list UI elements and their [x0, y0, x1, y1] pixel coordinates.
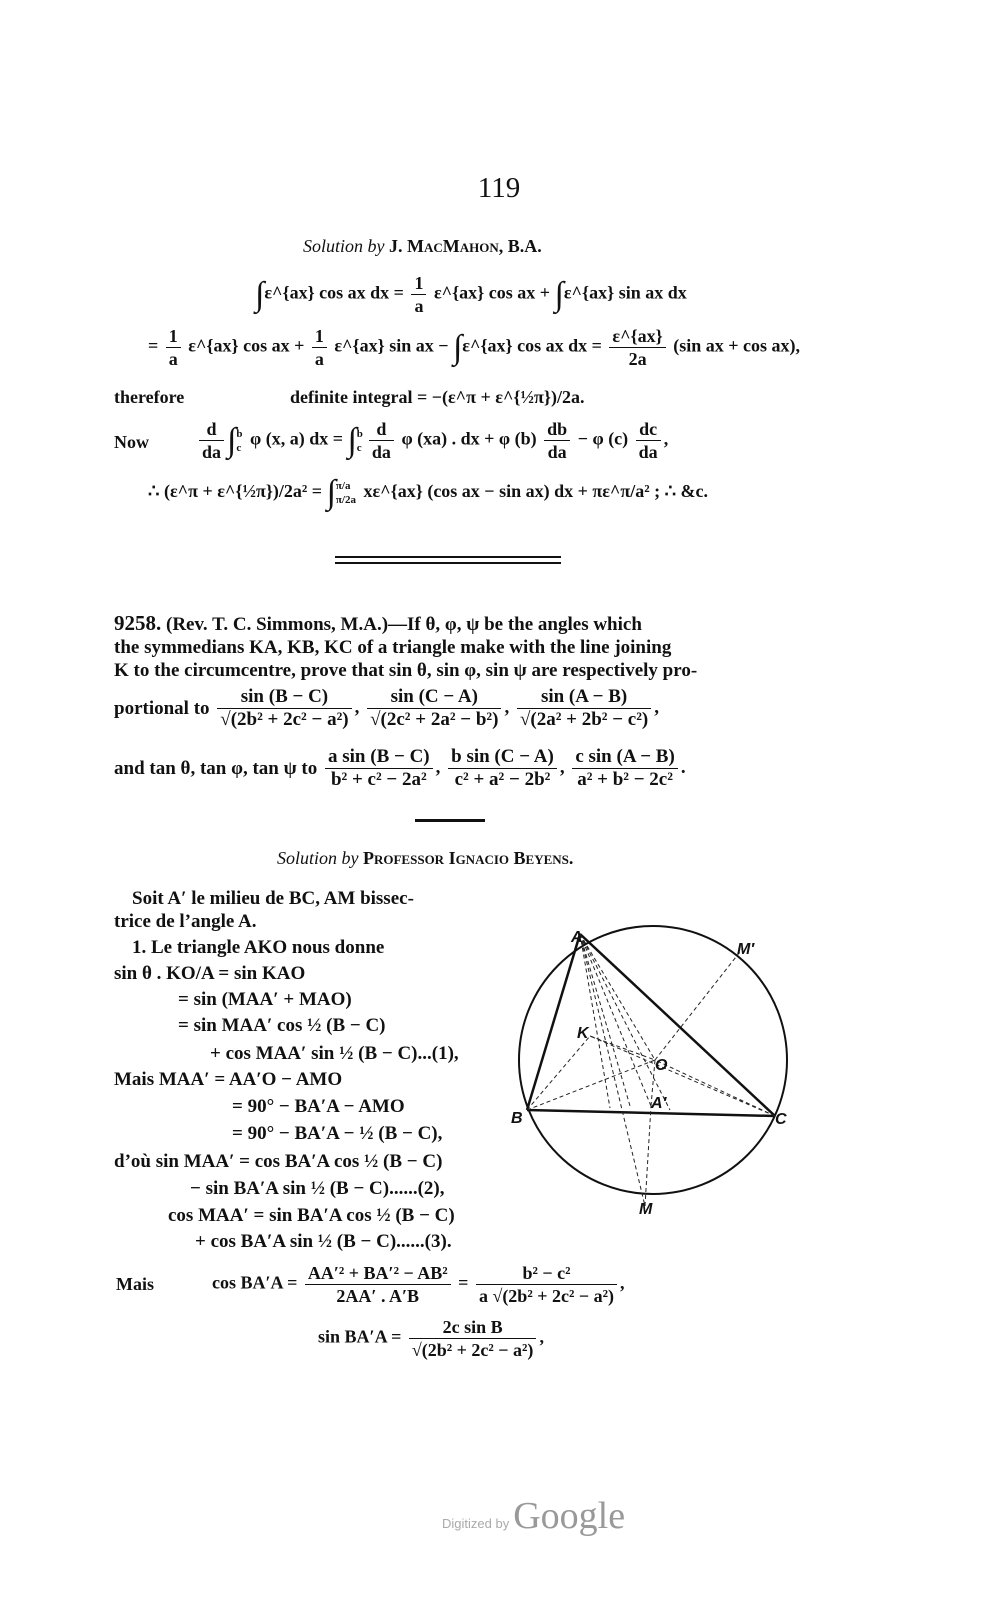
eq4-limits: b c [236, 427, 243, 454]
final-label: Mais [116, 1274, 154, 1294]
integral-sign: ∫ [554, 275, 564, 313]
eq4-dc-da: $\frac{dc}{da}$ [636, 418, 661, 463]
eq5-lhs: ∴ (ε^π + ε^{½π})/2a² = [148, 481, 323, 502]
label-M-prime: M′ [737, 941, 755, 958]
sol2-line: + cos MAA′ sin ½ (B − C)...(1), [210, 1043, 459, 1064]
eq2-part2: ε^{ax} sin ax − [334, 335, 449, 356]
double-rule-top [335, 556, 561, 558]
short-rule [415, 819, 485, 822]
sin-lhs: sin BA′A = [318, 1326, 402, 1347]
median-AA-prime [580, 934, 651, 1106]
sol2-line: d’où sin MAA′ = cos BA′A cos ½ (B − C) [114, 1151, 443, 1172]
sol2-line: Mais MAA′ = AA′O − AMO [114, 1069, 343, 1090]
byline-prefix: Solution by [303, 236, 385, 256]
proportional-row: portional to $\frac{\sin (B - C)}{\text{√(2b² + 2c² − a²)}}$ , $\frac{\sin (C - A)}{\text{√(2c² + 2a² − b²)}}$ , $\frac{\sin (A - B)}{\text{√(2a² + 2b² − c²)}}$ , [114, 686, 660, 730]
google-logo: Google [513, 1495, 626, 1537]
tan-label: and tan θ, tan φ, tan ψ to [114, 758, 318, 779]
prop-fraction: $\frac{\sin (A - B)}{\text{√(2a² + 2b² − c²)}}$ [517, 686, 651, 731]
sol2-line: cos MAA′ = sin BA′A cos ½ (B − C) [168, 1205, 455, 1226]
label-O: O [655, 1057, 668, 1074]
integral-sign: ∫ [347, 421, 357, 459]
cos-lhs: cos BA′A = [212, 1272, 298, 1293]
double-rule-bottom [335, 562, 561, 564]
byline-author: Professor Ignacio Beyens. [363, 848, 574, 868]
tan-fraction: $\frac{\text{a sin (B − C)}}{\text{b² + c² − 2a²}}$ [325, 746, 433, 791]
side-AC [580, 934, 775, 1116]
label-K: K [577, 1025, 589, 1042]
problem-line: the symmedians KA, KB, KC of a triangle make with the line joining [114, 637, 672, 658]
problem-line: K to the circumcentre, prove that sin θ, sin φ, sin ψ are respectively pro- [114, 660, 698, 681]
prop-label: portional to [114, 698, 210, 719]
equation-5 [148, 476, 708, 510]
tan-fraction: $\frac{\text{c sin (A − B)}}{\text{a² + b² − 2c²}}$ [572, 746, 678, 791]
sol2-line: sin θ . KO/A = sin KAO [114, 963, 306, 984]
eq2-part1: ε^{ax} cos ax + [188, 335, 305, 356]
integral-sign: ∫ [255, 275, 265, 313]
problem-number: 9258. [114, 611, 162, 635]
sin-equation [318, 1316, 544, 1361]
label-C: C [775, 1111, 787, 1128]
watermark-prefix: Digitized by [442, 1516, 510, 1531]
integral-sign: ∫ [452, 328, 463, 366]
eq1-fraction: $\frac{1}{a}$ [411, 272, 426, 317]
tan-row: and tan θ, tan φ, tan ψ to $\frac{\text{a sin (B − C)}}{\text{b² + c² − 2a²}}$ , $\frac{\text{b sin (C − A)}}{\text{c² + a² − 2b²}}$ , $\frac{\text{c sin (A − B)}}{\text{a² + b² − 2c²}}$ . [114, 746, 686, 790]
sol2-line: = sin MAA′ cos ½ (B − C) [178, 1015, 386, 1036]
equation-3-label: therefore [114, 387, 185, 407]
eq2-part4: (sin ax + cos ax), [673, 335, 801, 356]
problem-statement [114, 612, 697, 682]
byline-author: J. MacMahon, B.A. [389, 236, 542, 256]
eq5-rhs: xε^{ax} (cos ax − sin ax) dx + πε^π/a² ; ∴ &c. [363, 481, 709, 502]
cos-fraction-2: $\frac{\text{b² − c²}}{\text{a √(2b² + 2c² − a²)}}$ [476, 1262, 617, 1307]
problem-line: (Rev. T. C. Simmons, M.A.)—If θ, φ, ψ be the angles which [166, 614, 642, 635]
eq5-limits: π/a π/2a [335, 480, 356, 506]
eq2-part3: ε^{ax} cos ax dx = [462, 335, 602, 356]
label-B: B [511, 1110, 523, 1127]
eq2-fraction-2: $\frac{1}{a}$ [312, 325, 327, 370]
equation-4: $\frac{d}{da}$ ∫b c φ (x, a) dx = ∫b c $\frac{d}{da}$ φ (xa) . dx + φ (b) $\frac{db}{da}$ − φ (c) $\frac{dc}{da}$ , [196, 418, 668, 463]
side-AB [527, 934, 580, 1110]
dashed-construction-lines [527, 934, 775, 1206]
eq4-part3: − φ (c) [577, 428, 629, 449]
sin-tail: , [539, 1326, 544, 1347]
cos-eq-sign: = [458, 1272, 469, 1293]
sol2-line: = sin (MAA′ + MAO) [178, 989, 352, 1010]
google-watermark [442, 1494, 625, 1538]
equation-1: ∫ε^{ax} cos ax dx = $\frac{1}{a}$ ε^{ax} cos ax + ∫ε^{ax} sin ax dx [255, 273, 687, 316]
sol2-line: Soit A′ le milieu de BC, AM bissec- [132, 888, 414, 909]
triangle-circle-figure [505, 920, 810, 1220]
tan-fraction: $\frac{\text{b sin (C − A)}}{\text{c² + a² − 2b²}}$ [448, 746, 557, 791]
eq2-fraction-1: $\frac{1}{a}$ [166, 325, 181, 370]
equation-4-label: Now [114, 432, 149, 452]
eq4-part1: φ (x, a) dx = [249, 428, 343, 449]
byline-prefix: Solution by [277, 848, 359, 868]
line-OM-prime [655, 948, 743, 1060]
sol2-line: + cos BA′A sin ½ (B − C)......(3). [195, 1231, 452, 1252]
eq1-lhs: ε^{ax} cos ax dx [264, 282, 390, 303]
eq4-db-da: $\frac{db}{da}$ [544, 418, 570, 463]
circumcircle [519, 926, 787, 1194]
prop-fraction: $\frac{\sin (B - C)}{\text{√(2b² + 2c² − a²)}}$ [217, 686, 351, 731]
solution-byline [303, 236, 542, 257]
eq4-part2: φ (xa) . dx + φ (b) [401, 428, 537, 449]
integral-sign: ∫ [326, 474, 336, 511]
integral-sign: ∫ [227, 421, 237, 459]
cos-tail: , [620, 1272, 625, 1293]
cos-fraction-1: $\frac{\text{AA′² + BA′² − AB²}}{2AA' . A'B}$ [305, 1262, 451, 1307]
eq4-d-da-2: $\frac{d}{da}$ [369, 418, 394, 463]
page-number: 119 [477, 172, 521, 204]
eq2-fraction-3: $\frac{\varepsilon\^{}\{ax\}}{2a}$ [609, 325, 665, 370]
solution-byline-2 [277, 848, 573, 869]
label-A: A [571, 929, 583, 946]
label-A-prime: A′ [651, 1095, 667, 1112]
eq1-rhs: ε^{ax} sin ax dx [563, 282, 687, 303]
cos-equation [212, 1262, 625, 1307]
sol2-line: − sin BA′A sin ½ (B − C)......(2), [190, 1178, 445, 1199]
label-M: M [639, 1201, 653, 1218]
eq1-mid: ε^{ax} cos ax + [433, 282, 551, 303]
equation-3: definite integral = −(ε^π + ε^{½π})/2a. [290, 387, 585, 407]
equation-2: = $\frac{1}{a}$ ε^{ax} cos ax + $\frac{1}{a}$ ε^{ax} sin ax − ∫ε^{ax} cos ax dx = $\frac{\varepsilon\^{}\{ax\}}{2a}$ (sin ax + cos ax), [148, 326, 801, 369]
sol2-line: = 90° − BA′A − ½ (B − C), [232, 1123, 443, 1144]
sol2-line: trice de l’angle A. [114, 911, 257, 932]
sol2-line: 1. Le triangle AKO nous donne [132, 937, 385, 958]
sin-fraction: $\frac{\text{2c sin B}}{\text{√(2b² + 2c² − a²)}}$ [409, 1316, 537, 1361]
eq4-limits-2: b c [356, 427, 363, 454]
prop-fraction: $\frac{\sin (C - A)}{\text{√(2c² + 2a² − b²)}}$ [367, 686, 501, 731]
sol2-line: = 90° − BA′A − AMO [232, 1096, 405, 1117]
eq4-d-da: $\frac{d}{da}$ [199, 418, 224, 463]
bisector-AM [580, 934, 645, 1206]
